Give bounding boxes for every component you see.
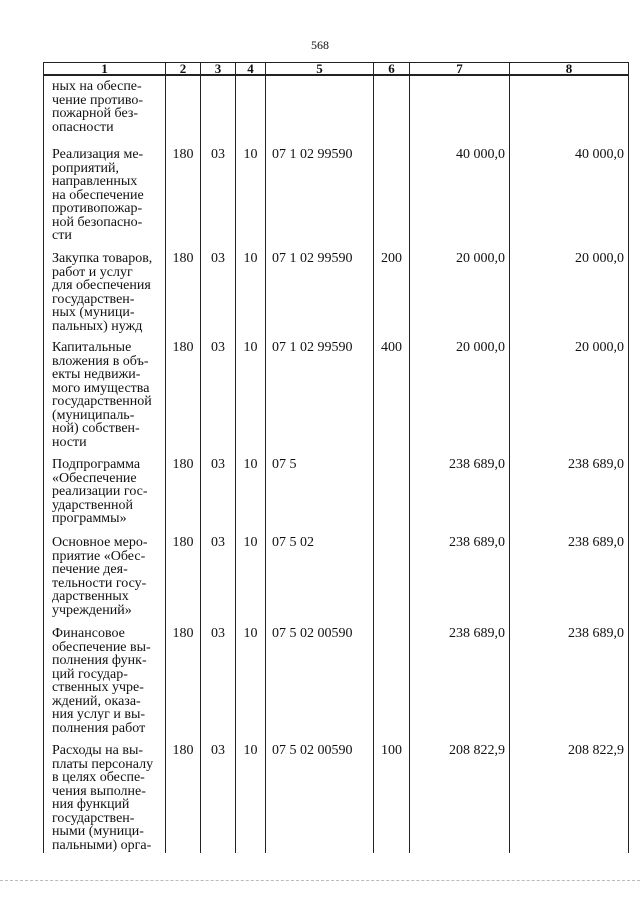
row-code-6-cell <box>374 145 410 249</box>
row-name-line: чение противо- <box>52 92 144 108</box>
row-code-3-cell: 03 <box>201 533 236 624</box>
row-code-5-cell: 07 5 02 00590 <box>266 624 374 741</box>
row-name-line: «Обеспечение <box>52 470 137 486</box>
row-name-line: ной безопасно- <box>52 214 143 230</box>
table-row <box>44 145 629 249</box>
row-name-line: пожарной без- <box>52 106 139 121</box>
row-name-line: полнения работ <box>52 720 146 736</box>
row-name-line: ности <box>52 434 87 450</box>
row-name-line: печение дея- <box>52 562 128 577</box>
column-header-2: 2 <box>166 63 201 76</box>
row-code-2-cell: 180 <box>166 249 201 338</box>
row-code-5-cell: 07 1 02 99590 <box>266 145 374 249</box>
row-name-line: работ и услуг <box>52 264 133 280</box>
row-name-line: ных на обеспе- <box>52 79 142 94</box>
row-code-4-cell: 10 <box>236 455 266 533</box>
row-name-line: для обеспечения <box>52 278 151 293</box>
row-name-line: ждений, оказа- <box>52 693 141 709</box>
row-code-3-cell: 03 <box>201 249 236 338</box>
table-row <box>44 75 629 145</box>
row-code-5-cell: 07 1 02 99590 <box>266 249 374 338</box>
row-code-2-cell: 180 <box>166 741 201 853</box>
row-amount-8-cell: 40 000,0 <box>510 145 629 249</box>
column-header-8: 8 <box>510 63 629 76</box>
row-name-line: вложения в объ- <box>52 353 149 369</box>
row-code-3-cell: 03 <box>201 455 236 533</box>
table-row <box>44 741 629 853</box>
row-name-line: ударственной <box>52 497 134 513</box>
row-code-3-cell: 03 <box>201 145 236 249</box>
page-number: 568 <box>311 38 329 52</box>
row-name-line: учреждений» <box>52 602 132 618</box>
row-name-line: государствен- <box>52 810 135 826</box>
row-name-line: чения выполне- <box>52 783 146 799</box>
row-amount-7-cell: 20 000,0 <box>410 249 510 338</box>
row-code-3-cell <box>201 75 236 145</box>
row-amount-7-cell: 238 689,0 <box>410 455 510 533</box>
row-code-6-cell <box>374 455 410 533</box>
row-name-line: дарственных <box>52 589 129 604</box>
row-code-2-cell: 180 <box>166 624 201 741</box>
row-name-line: Финансовое <box>52 626 125 641</box>
row-code-2-cell: 180 <box>166 533 201 624</box>
row-code-2-cell <box>166 75 201 145</box>
row-name-line: Реализация ме- <box>52 147 144 162</box>
row-code-6-cell <box>374 533 410 624</box>
row-amount-8-cell <box>510 75 629 145</box>
row-code-5-cell: 07 1 02 99590 <box>266 338 374 455</box>
row-name-line: ными (муници- <box>52 824 144 839</box>
row-name-cell <box>44 145 166 249</box>
row-name-line: платы персоналу <box>52 756 154 772</box>
row-amount-7-cell: 40 000,0 <box>410 145 510 249</box>
row-name-cell <box>44 533 166 624</box>
page-bottom-rule <box>0 880 640 881</box>
table-row <box>44 249 629 338</box>
row-name-line: направленных <box>52 174 138 189</box>
row-code-2-cell: 180 <box>166 145 201 249</box>
row-name-cell <box>44 249 166 338</box>
row-name-cell <box>44 338 166 455</box>
row-amount-7-cell: 238 689,0 <box>410 624 510 741</box>
row-name-line: реализации гос- <box>52 484 148 499</box>
row-code-4-cell: 10 <box>236 338 266 455</box>
row-name-line: обеспечение вы- <box>52 639 151 655</box>
row-name-line: (муниципаль- <box>52 407 135 423</box>
column-header-6: 6 <box>374 63 410 76</box>
row-name-line: екты недвижи- <box>52 367 141 382</box>
row-code-4-cell: 10 <box>236 145 266 249</box>
row-code-5-cell: 07 5 02 00590 <box>266 741 374 853</box>
table-row <box>44 455 629 533</box>
row-name-line: Закупка товаров, <box>52 251 153 266</box>
table-row <box>44 624 629 741</box>
column-header-4: 4 <box>236 63 266 76</box>
row-amount-8-cell: 238 689,0 <box>510 624 629 741</box>
row-amount-8-cell: 238 689,0 <box>510 455 629 533</box>
row-amount-8-cell: 238 689,0 <box>510 533 629 624</box>
row-name-line: противопожар- <box>52 201 143 216</box>
row-name-line: пальными) орга- <box>52 837 152 853</box>
row-code-5-cell <box>266 75 374 145</box>
row-name-line: ственных учре- <box>52 680 144 695</box>
row-amount-8-cell: 208 822,9 <box>510 741 629 853</box>
row-name-cell <box>44 75 166 145</box>
row-code-5-cell: 07 5 <box>266 455 374 533</box>
row-name-line: тельности госу- <box>52 575 147 591</box>
column-header-5: 5 <box>266 63 374 76</box>
row-code-4-cell: 10 <box>236 741 266 853</box>
row-code-4-cell: 10 <box>236 533 266 624</box>
row-code-3-cell: 03 <box>201 741 236 853</box>
row-name-line: сти <box>52 228 72 243</box>
row-name-line: ния функций <box>52 797 130 812</box>
row-name-cell <box>44 741 166 853</box>
row-name-line: на обеспечение <box>52 187 144 203</box>
row-code-6-cell: 100 <box>374 741 410 853</box>
row-name-cell <box>44 455 166 533</box>
table-header-row <box>44 63 629 76</box>
row-code-4-cell: 10 <box>236 624 266 741</box>
row-code-4-cell <box>236 75 266 145</box>
row-name-line: программы» <box>52 511 127 526</box>
column-header-7: 7 <box>410 63 510 76</box>
column-header-3: 3 <box>201 63 236 76</box>
row-name-line: полнения функ- <box>52 653 147 668</box>
column-header-1: 1 <box>44 63 166 76</box>
row-amount-7-cell: 208 822,9 <box>410 741 510 853</box>
row-name-line: приятие «Обес- <box>52 548 146 564</box>
row-name-line: Расходы на вы- <box>52 743 144 758</box>
row-name-line: Основное меро- <box>52 535 148 550</box>
row-amount-8-cell: 20 000,0 <box>510 249 629 338</box>
row-name-line: опасности <box>52 119 114 135</box>
row-code-4-cell: 10 <box>236 249 266 338</box>
row-code-6-cell: 400 <box>374 338 410 455</box>
row-code-6-cell <box>374 75 410 145</box>
table-row <box>44 533 629 624</box>
row-name-line: Капитальные <box>52 340 132 355</box>
row-code-2-cell: 180 <box>166 455 201 533</box>
row-name-line: Подпрограмма <box>52 457 141 472</box>
row-name-line: мого имущества <box>52 380 150 396</box>
row-code-3-cell: 03 <box>201 338 236 455</box>
row-name-cell <box>44 624 166 741</box>
row-name-line: государственной <box>52 394 152 409</box>
row-code-5-cell: 07 5 02 <box>266 533 374 624</box>
table-row <box>44 338 629 455</box>
row-name-line: ния услуг и вы- <box>52 707 146 722</box>
row-name-line: ций государ- <box>52 666 128 682</box>
row-amount-7-cell <box>410 75 510 145</box>
row-name-line: пальных) нужд <box>52 318 143 334</box>
row-name-line: роприятий, <box>52 160 120 176</box>
row-code-2-cell: 180 <box>166 338 201 455</box>
budget-table <box>43 62 629 853</box>
row-amount-8-cell: 20 000,0 <box>510 338 629 455</box>
row-name-line: государствен- <box>52 291 135 307</box>
row-amount-7-cell: 20 000,0 <box>410 338 510 455</box>
row-name-line: ных (муници- <box>52 305 135 320</box>
row-code-6-cell <box>374 624 410 741</box>
row-amount-7-cell: 238 689,0 <box>410 533 510 624</box>
row-name-line: ной) собствен- <box>52 421 140 436</box>
row-name-line: в целях обеспе- <box>52 770 145 785</box>
row-code-6-cell: 200 <box>374 249 410 338</box>
row-code-3-cell: 03 <box>201 624 236 741</box>
